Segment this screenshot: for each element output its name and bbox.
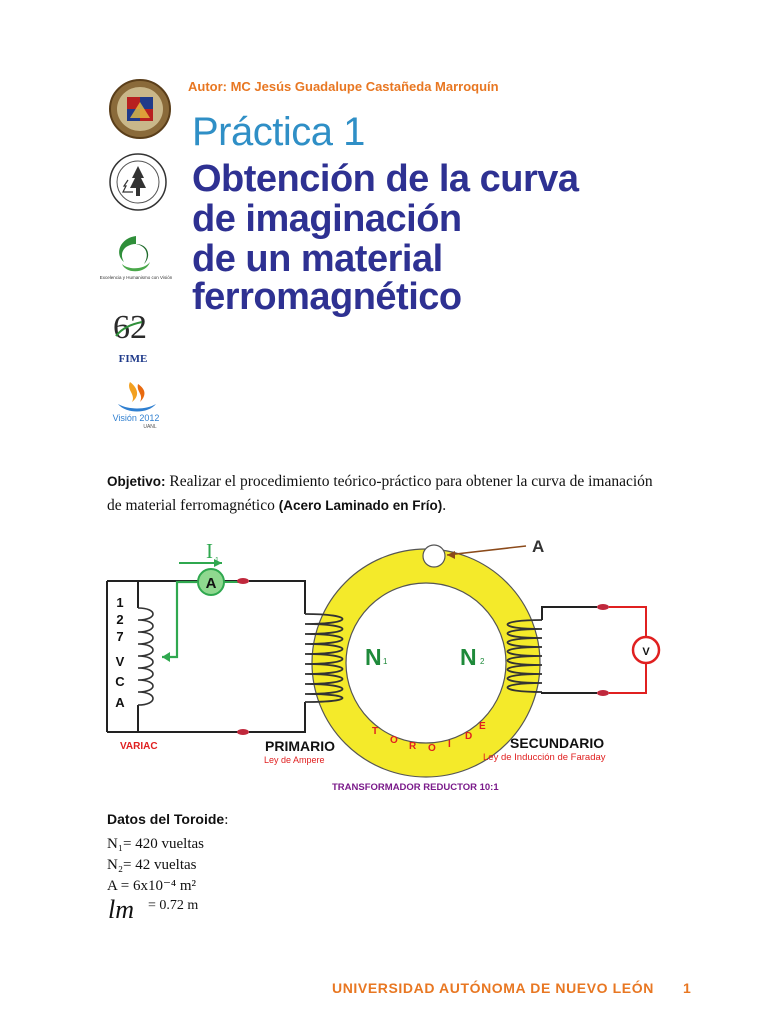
objective-paragraph — [107, 470, 667, 518]
excellence-logo — [99, 232, 173, 290]
primary-law-label: Ley de Ampere — [264, 755, 325, 765]
vision-logo-text: Visión 2012 — [112, 413, 160, 423]
objective-text: Realizar el procedimiento teórico-práctico para obtener la curva de imanación de material ferromagnético — [107, 473, 653, 514]
objective-material: (Acero Laminado en Frío) — [278, 498, 443, 513]
terminal-bottom-left — [237, 729, 249, 735]
title-line-1: Obtención de la curva — [192, 158, 579, 200]
toroid-ring — [329, 566, 523, 760]
secondary-label: SECUNDARIO — [510, 735, 605, 751]
supply-char-4: V — [115, 654, 125, 669]
toroid-circuit-diagram — [100, 530, 690, 800]
primary-label: PRIMARIO — [265, 738, 335, 754]
supply-char-2: 2 — [116, 612, 124, 627]
cross-section-area — [423, 545, 445, 567]
toroid-letter-4: O — [428, 743, 436, 754]
variac-coil — [138, 608, 153, 705]
ammeter-label: A — [205, 575, 217, 592]
objective-label: Objetivo: — [107, 474, 166, 489]
toroid-letter-2: O — [390, 735, 398, 746]
author-line: Autor: MC Jesús Guadalupe Castañeda Marroquín — [188, 79, 499, 94]
n1-subscript: 1 — [383, 657, 388, 666]
page-number: 1 — [683, 980, 691, 996]
fime-62-logo — [108, 306, 158, 366]
area-label: A — [532, 537, 545, 556]
vision-2012-logo — [100, 380, 172, 430]
current-subscript: 1 — [215, 557, 219, 564]
fime-logo-text: FIME — [118, 353, 148, 365]
title-line-4: ferromagnético — [192, 276, 462, 318]
faculty-seal-logo — [108, 152, 168, 212]
university-seal-logo — [108, 78, 172, 140]
n2-subscript: 2 — [480, 657, 485, 666]
n2-label: N — [460, 644, 477, 670]
supply-char-6: A — [115, 695, 125, 710]
transformer-label: TRANSFORMADOR REDUCTOR 10:1 — [332, 782, 499, 793]
lm-value: = 0.72 m — [148, 898, 199, 913]
footer-university: UNIVERSIDAD AUTÓNOMA DE NUEVO LEÓN — [332, 980, 654, 996]
area-value: A = 6x10⁻⁴ m² — [107, 878, 197, 894]
secondary-law-label: Ley de Inducción de Faraday — [483, 752, 606, 763]
supply-char-1: 1 — [116, 595, 124, 610]
n1-value: N₁= 420 vueltas — [107, 836, 205, 852]
lm-symbol: lm — [108, 895, 134, 924]
vision-logo-sub: UANL — [143, 424, 157, 430]
toroid-letter-7: E — [479, 721, 486, 732]
toroid-letter-3: R — [409, 741, 417, 752]
practice-number: Práctica 1 — [192, 110, 365, 154]
toroid-data — [107, 809, 228, 897]
objective-period: . — [442, 497, 447, 514]
terminal-top-right — [597, 604, 609, 610]
current-label: I — [206, 539, 213, 563]
supply-char-3: 7 — [116, 629, 124, 644]
n1-label: N — [365, 644, 382, 670]
n2-value: N₂= 42 vueltas — [107, 857, 197, 873]
toroid-letter-5: I — [448, 739, 451, 750]
title-line-3: de un material — [192, 238, 443, 280]
terminal-bottom-right — [597, 690, 609, 696]
voltmeter-label: V — [642, 646, 650, 658]
terminal-top-left — [237, 578, 249, 584]
toroid-letter-1: T — [372, 726, 379, 737]
title-line-2: de imaginación — [192, 198, 462, 240]
variac-label: VARIAC — [120, 741, 158, 752]
supply-char-5: C — [115, 674, 125, 689]
excellence-logo-text: Excelencia y Humanismo con Visión — [99, 275, 173, 280]
toroid-data-heading: Datos del Toroide: — [107, 811, 229, 828]
fime-62-number: 62 — [113, 309, 147, 346]
toroid-letter-6: D — [465, 731, 473, 742]
